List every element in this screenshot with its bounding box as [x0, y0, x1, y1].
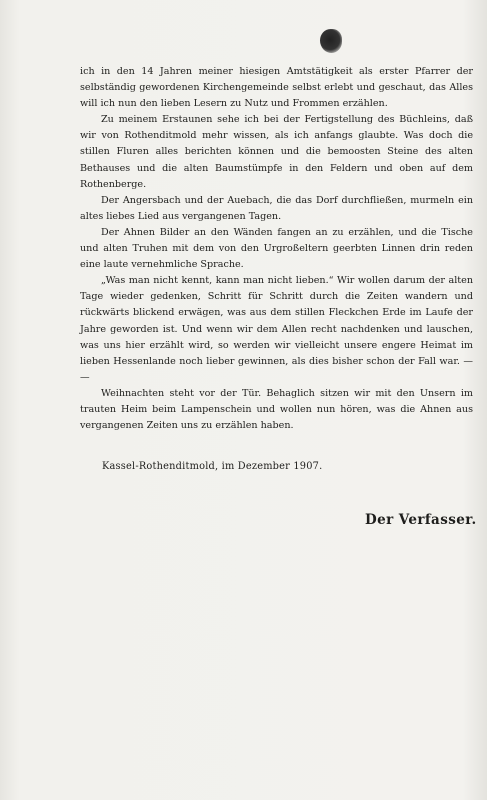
- paragraph: Der Ahnen Bilder an den Wänden fangen an zu erzählen, und die Tische und alten Truhen mit dem von den Urgroßeltern geerbten Linnen drin reden eine laute vernehmliche Sprache.: [80, 226, 473, 271]
- paragraph: „Was man nicht kennt, kann man nicht lieben.“ Wir wollen darum der alten Tage wieder gedenken, Schritt für Schritt durch die Zeiten wandern und rückwärts blickend erwägen, was aus dem stillen Fleckchen Erde im Laufe der Jahre geworden ist. Und wenn wir dem Allen recht nachdenken und lauschen, was uns hier erzählt wird, so werden wir vielleicht unsere engere Heimat im lieben Hessenlande noch lieber gewinnen, als dies bisher schon der Fall war. — —: [80, 275, 473, 383]
- paragraph: ich in den 14 Jahren meiner hiesigen Amtstätigkeit als erster Pfarrer der selbständig gewordenen Kirchengemeinde selbst erlebt und geschaut, das Alles will ich nun den lieben Lesern zu Nutz und Frommen erzählen.: [80, 66, 473, 110]
- paragraph: Zu meinem Erstaunen sehe ich bei der Fertigstellung des Büchleins, daß wir von Rothenditmold mehr wissen, als ich anfangs glaubte. Was doch die stillen Fluren alles berichten können und die bemoosten Steine des alten Bethauses und die alten Baumstümpfe in den Feldern und oben auf dem Rothenberge.: [80, 114, 473, 190]
- ink-blot: [320, 29, 342, 53]
- paragraph: Der Angersbach und der Auebach, die das Dorf durchfließen, murmeln ein altes liebes Lied aus vergangenen Tagen.: [80, 194, 473, 222]
- paragraph: Weihnachten steht vor der Tür. Behaglich sitzen wir mit den Unsern im trauten Heim beim Lampenschein und wollen nun hören, was die Ahnen aus vergangenen Zeiten uns zu erzählen haben.: [80, 387, 473, 432]
- author-signature: Der Verfasser.: [365, 512, 477, 528]
- place-and-date: Kassel-Rothenditmold, im Dezember 1907.: [102, 461, 323, 472]
- preface-body: [80, 64, 473, 434]
